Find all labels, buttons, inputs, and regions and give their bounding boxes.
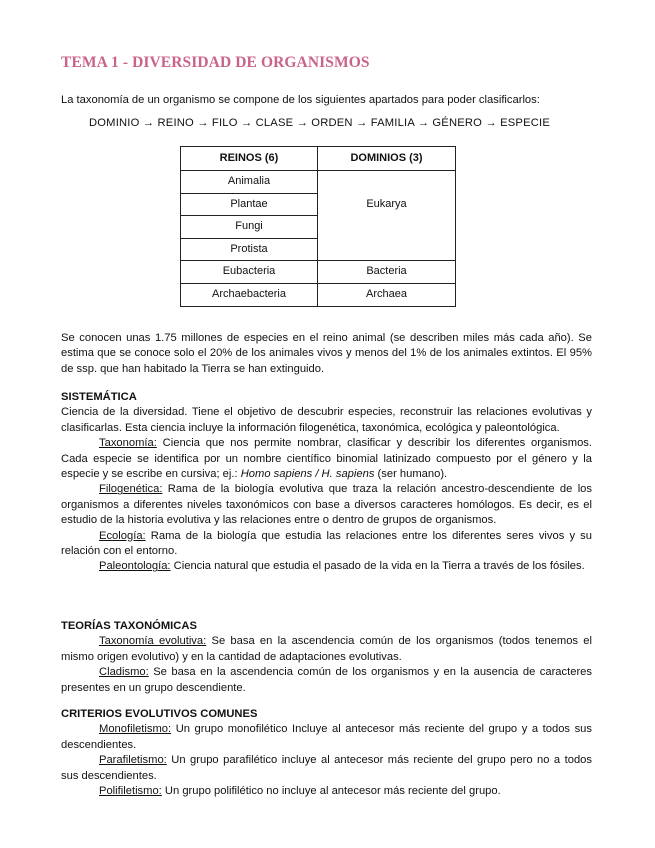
reino-cell: Plantae (181, 193, 318, 216)
table-row (181, 216, 456, 239)
table-row (181, 171, 456, 194)
intro-text: La taxonomía de un organismo se compone de los siguientes apartados para poder clasificarlos: (61, 94, 540, 106)
monofiletismo-paragraph (61, 722, 592, 753)
definition: Se basa en la ascendencia común de los organismos y en la ausencia de caracteres presentes en un grupo descendiente. (61, 666, 592, 694)
reino-cell: Fungi (181, 216, 318, 239)
definition: Un grupo parafilético incluye al antecesor más reciente del grupo pero no a todos sus descendientes. (61, 754, 592, 782)
ecologia-paragraph (61, 529, 592, 560)
header-reinos: REINOS (6) (181, 147, 318, 171)
table-row (181, 261, 456, 284)
term: Paleontología: (99, 560, 171, 573)
term: Filogenética: (99, 483, 163, 496)
definition: Se basa en la ascendencia común de los organismos (todos tenemos el mismo origen evolutivo) y en la cantidad de adaptaciones evolutivas. (61, 635, 592, 663)
dominio-cell-blank (318, 216, 456, 239)
criterios-section (61, 707, 592, 799)
definition: Un grupo polifilético no incluye al antecesor más reciente del grupo. (161, 785, 501, 798)
sistematica-section (61, 390, 592, 575)
definition: Un grupo monofilético Incluye al antecesor más reciente del grupo y a todos sus descendientes. (61, 723, 592, 751)
table-row (181, 193, 456, 216)
evolutiva-paragraph (61, 634, 592, 665)
example: Homo sapiens / H. sapiens (240, 468, 375, 481)
term: Polifiletismo: (99, 785, 162, 798)
term: Monofiletismo: (99, 723, 172, 736)
table-header-row (181, 147, 456, 171)
table-row (181, 238, 456, 261)
term: Taxonomía evolutiva: (99, 635, 207, 648)
teorias-section (61, 619, 592, 696)
cladismo-paragraph (61, 665, 592, 696)
header-dominios: DOMINIOS (3) (318, 147, 456, 171)
page-title: TEMA 1 - DIVERSIDAD DE ORGANISMOS (61, 54, 370, 71)
reino-cell: Archaebacteria (181, 283, 318, 306)
definition: Rama de la biología que estudia las relaciones entre los diferentes seres vivos y su relación con el entorno. (61, 529, 592, 558)
table-row (181, 283, 456, 306)
section-heading: SISTEMÁTICA (61, 391, 137, 403)
section-heading: TEORÍAS TAXONÓMICAS (61, 620, 197, 632)
facts-paragraph (61, 331, 592, 377)
reino-cell: Protista (181, 238, 318, 261)
taxonomy-chain: DOMINIO → REINO → FILO → CLASE → ORDEN → FAMILIA → GÉNERO → ESPECIE (89, 117, 550, 129)
paleontologia-paragraph (61, 559, 592, 574)
taxonomia-paragraph (61, 436, 592, 482)
term: Parafiletismo: (99, 754, 167, 767)
facts-text: Se conocen unas 1.75 millones de especies en el reino animal (se describen miles más cada año). Se estima que se conoce solo el 20% de los animales vivos y menos del 1% de los animales extintos. El 95% de ssp. que han habitado la Tierra se han extinguido. (61, 332, 592, 375)
kingdoms-domains-table (180, 146, 456, 307)
dominio-cell: Archaea (318, 283, 456, 306)
reino-cell: Animalia (181, 171, 318, 194)
reino-cell: Eubacteria (181, 261, 318, 284)
parafiletismo-paragraph (61, 753, 592, 784)
dominio-cell-blank (318, 238, 456, 261)
dominio-cell-blank (318, 171, 456, 194)
definition: Ciencia que nos permite nombrar, clasificar y describir los diferentes organismos. Cada especie se identifica por un nombre científico binomial latinizado compuesto por el género y la especie y se escribe en cursiva; ej.: (61, 437, 592, 481)
term: Cladismo: (99, 666, 149, 679)
dominio-cell: Bacteria (318, 261, 456, 284)
definition: Rama de la biología evolutiva que traza la relación ancestro-descendiente de los organismos a diferentes niveles taxonómicos con base a diversos caracteres homólogos. Es decir, es el estudio de la historia evolutiva y las relaciones entre o dentro de grupos de organismos. (61, 483, 592, 527)
filogenetica-paragraph (61, 482, 592, 528)
term: Taxonomía: (99, 437, 157, 450)
section-heading: CRITERIOS EVOLUTIVOS COMUNES (61, 708, 258, 720)
term: Ecología: (99, 529, 146, 542)
dominio-cell: Eukarya (318, 193, 456, 216)
definition: Ciencia natural que estudia el pasado de la vida en la Tierra a través de los fósiles. (170, 560, 585, 573)
sistematica-definition: Ciencia de la diversidad. Tiene el objetivo de descubrir especies, reconstruir las relaciones evolutivas y clasificarlas. Esta ciencia incluye la información filogenética, taxonómica, ecológica y paleontológica. (61, 406, 592, 434)
polifiletismo-paragraph (61, 784, 592, 799)
definition-tail: (ser humano). (374, 468, 448, 481)
